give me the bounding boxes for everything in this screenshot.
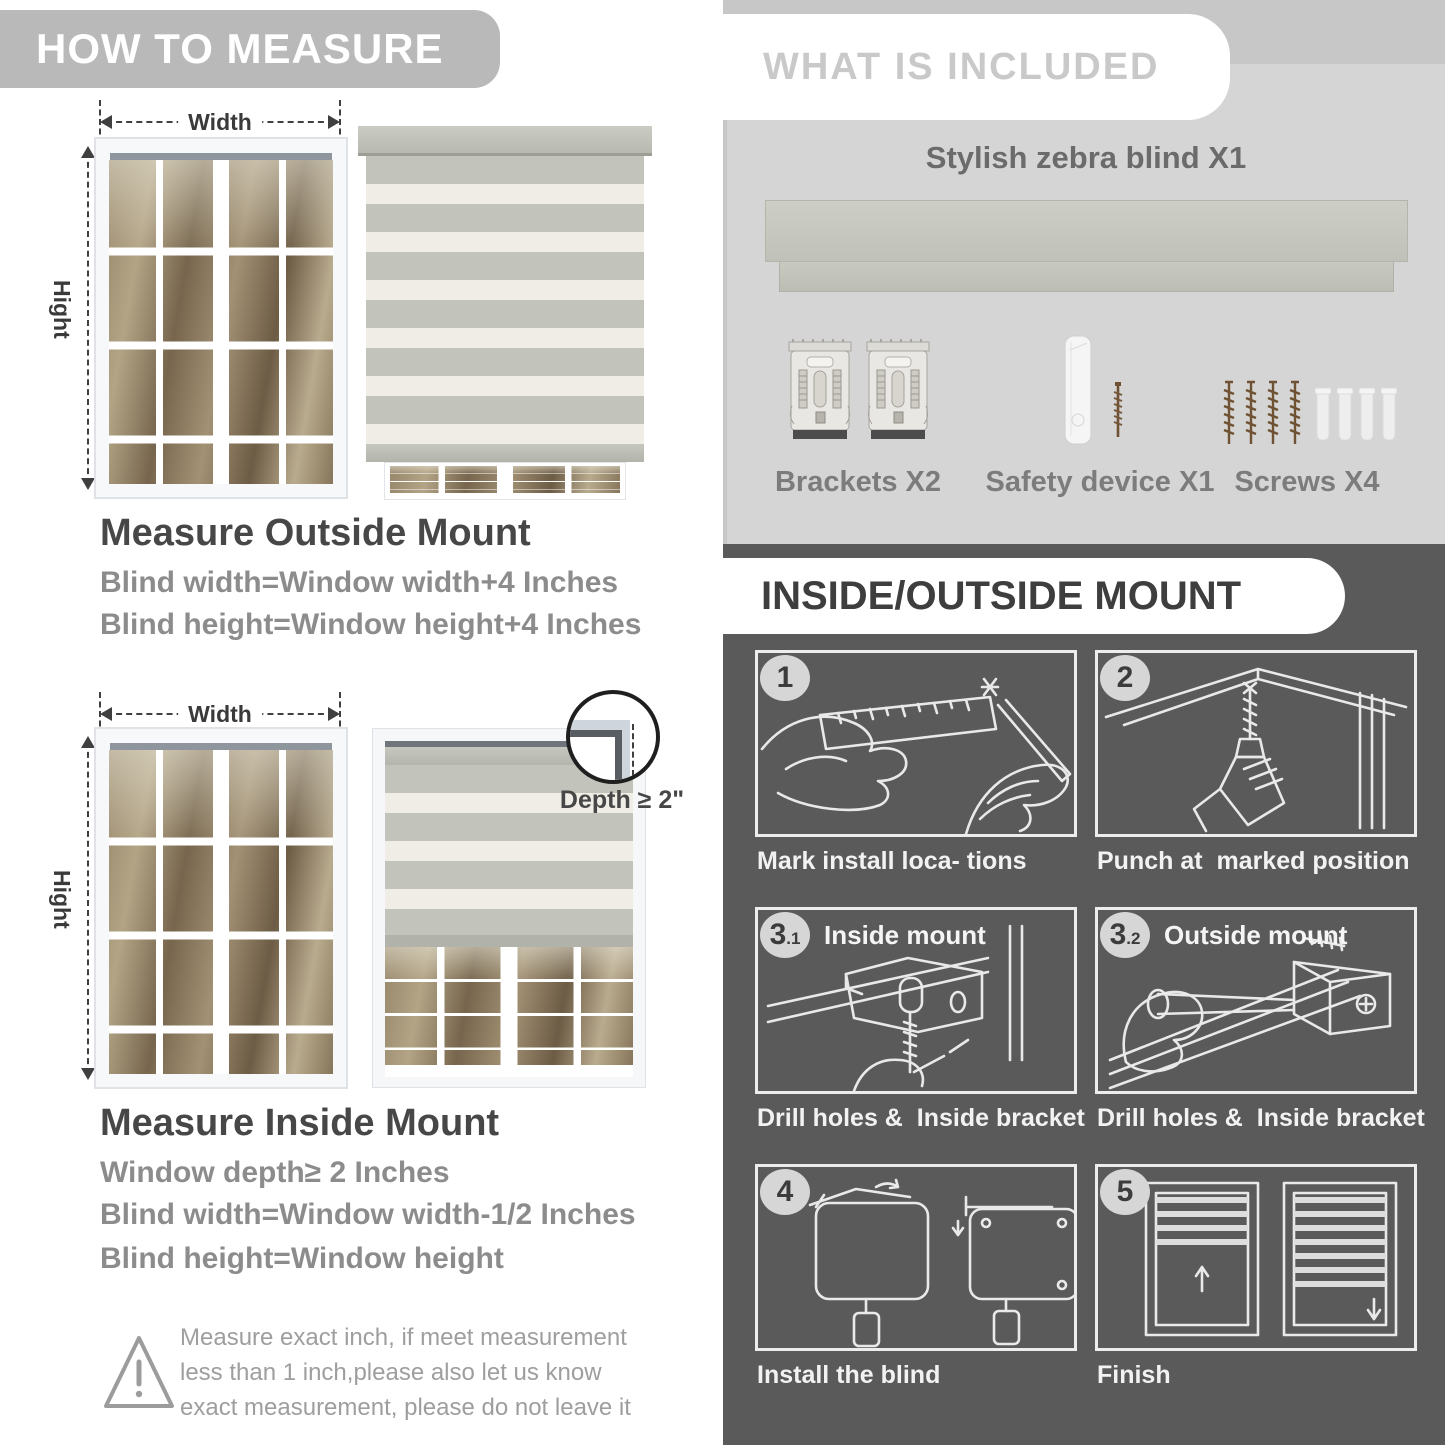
arrowhead-right-icon <box>328 707 340 721</box>
window-illustration-inside <box>95 728 347 1088</box>
width-arrow-inside <box>100 700 340 728</box>
screws-and-anchors-icon <box>1217 380 1397 454</box>
width-label: Width <box>178 700 262 728</box>
window-photo <box>109 160 333 484</box>
height-arrow-inside <box>80 736 96 1080</box>
dashed-line <box>87 152 89 484</box>
arrowhead-left-icon <box>100 115 112 129</box>
product-title: Stylish zebra blind X1 <box>925 140 1247 175</box>
height-arrow-outside <box>80 146 96 490</box>
screw-icon <box>1111 382 1125 438</box>
zebra-blind-outside-illustration <box>358 126 652 500</box>
arrowhead-left-icon <box>100 707 112 721</box>
step-3-2-caption: Drill holes & Inside bracket <box>1097 1104 1425 1132</box>
window-panes <box>390 466 620 493</box>
window-panes <box>109 160 333 484</box>
zebra-shade <box>366 156 644 444</box>
step-number-badge: 5 <box>1100 1169 1150 1215</box>
depth-dashed-line <box>632 724 634 776</box>
inside-mount-heading: Measure Inside Mount <box>100 1102 500 1144</box>
outside-mount-heading: Measure Outside Mount <box>100 512 531 554</box>
arrowhead-down-icon <box>81 478 95 490</box>
step-2-box <box>1095 650 1417 837</box>
step-2-caption: Punch at marked position <box>1097 847 1410 875</box>
bracket-icon <box>865 338 931 444</box>
what-is-included-section <box>723 0 1445 544</box>
blind-headrail <box>765 200 1408 262</box>
window-illustration-outside <box>95 138 347 498</box>
step-number-badge: 2 <box>1100 655 1150 701</box>
window-panes <box>109 750 333 1074</box>
mount-instructions-section <box>723 544 1445 1445</box>
step-title: Outside mount <box>1164 920 1348 950</box>
anchor-icon <box>1315 388 1397 440</box>
step-number-badge: 1 <box>760 655 810 701</box>
arrowhead-up-icon <box>81 736 95 748</box>
step-3-1-box <box>755 907 1077 1094</box>
what-is-included-banner: WHAT IS INCLUDED <box>723 14 1230 120</box>
inside-mount-line: Blind width=Window width-1/2 Inches <box>100 1198 636 1231</box>
step-4-box <box>755 1164 1077 1351</box>
step-number-badge: 4 <box>760 1169 810 1215</box>
window-below-blind <box>384 462 626 500</box>
step-title: Inside mount <box>824 920 986 950</box>
height-label: Hight <box>48 862 75 937</box>
outside-mount-line: Blind height=Window height+4 Inches <box>100 608 642 641</box>
window-panes <box>385 947 633 1065</box>
safety-device-icon <box>1061 334 1095 448</box>
screw-icon <box>1224 382 1300 444</box>
step-1-caption: Mark install loca- tions <box>757 847 1027 875</box>
step-3-1-caption: Drill holes & Inside bracket <box>757 1104 1085 1132</box>
arrowhead-down-icon <box>81 1068 95 1080</box>
inside-mount-line: Window depth≥ 2 Inches <box>100 1156 450 1189</box>
warning-triangle-icon <box>100 1330 178 1416</box>
width-label: Width <box>178 108 262 136</box>
step-4-caption: Install the blind <box>757 1361 941 1389</box>
outside-mount-line: Blind width=Window width+4 Inches <box>100 566 619 599</box>
dashed-line <box>87 742 89 1074</box>
blind-cassette <box>358 126 652 156</box>
step-1-box <box>755 650 1077 837</box>
screws-label: Screws X4 <box>1234 466 1380 498</box>
bracket-icon <box>787 338 853 444</box>
measurement-note: Measure exact inch, if meet measurement less than 1 inch,please also let us know exact measurement, please do not leave it <box>180 1324 631 1421</box>
arrowhead-right-icon <box>328 115 340 129</box>
step-number-badge: 3.1 <box>760 912 810 958</box>
inside-mount-line: Blind height=Window height <box>100 1242 504 1275</box>
window-photo <box>109 750 333 1074</box>
inside-outside-mount-banner: INSIDE/OUTSIDE MOUNT <box>723 558 1345 634</box>
blind-bottom-rail <box>366 444 644 462</box>
arrowhead-up-icon <box>81 146 95 158</box>
depth-callout-icon <box>566 690 660 784</box>
width-arrow-outside <box>100 108 340 136</box>
how-to-measure-banner: HOW TO MEASURE <box>0 10 500 88</box>
blind-headrail-lip <box>779 262 1394 292</box>
blind-bottom-rail <box>385 935 633 947</box>
step-5-caption: Finish <box>1097 1361 1171 1389</box>
safety-device-label: Safety device X1 <box>985 466 1215 498</box>
step-5-box <box>1095 1164 1417 1351</box>
window-sill <box>385 1065 633 1077</box>
brackets-label: Brackets X2 <box>774 466 942 498</box>
step-number-badge: 3.2 <box>1100 912 1150 958</box>
height-label: Hight <box>48 272 75 347</box>
frame-corner-dark <box>566 730 622 784</box>
depth-label: Depth ≥ 2" <box>559 786 685 814</box>
step-3-2-box <box>1095 907 1417 1094</box>
